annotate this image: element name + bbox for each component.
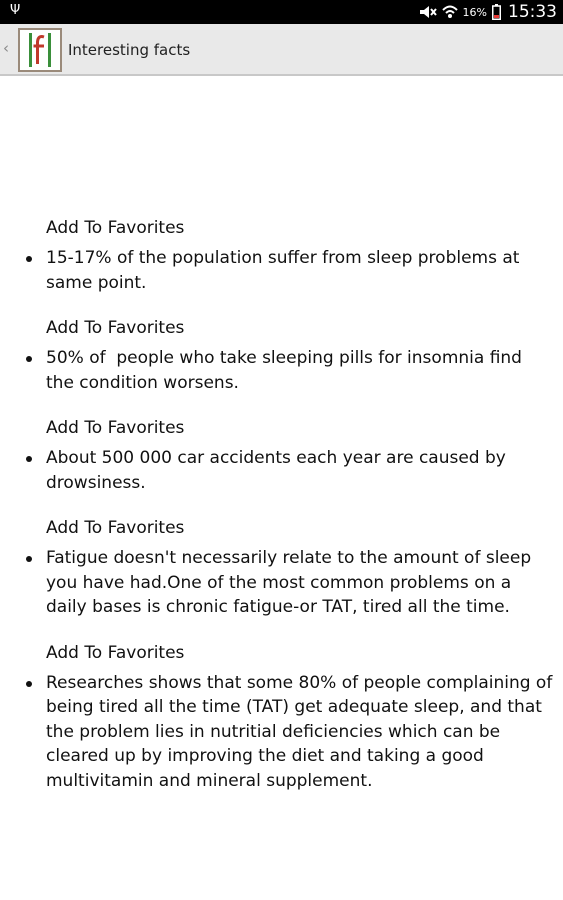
status-icons (419, 0, 557, 24)
add-to-favorites-button[interactable]: Add To Favorites (46, 218, 185, 238)
bullet-icon (26, 456, 32, 462)
battery-low-icon (492, 4, 501, 20)
fact-item (0, 641, 563, 794)
action-bar (0, 24, 563, 76)
usb-icon: Ψ (10, 3, 21, 18)
fact-item (0, 316, 563, 395)
bullet-icon (26, 681, 32, 687)
status-bar (0, 0, 563, 24)
wifi-icon (442, 4, 458, 20)
fact-row (0, 246, 555, 295)
add-to-favorites-button[interactable]: Add To Favorites (46, 642, 185, 663)
add-to-favorites-button[interactable]: Add To Favorites (46, 318, 185, 338)
add-to-favorites-button[interactable]: Add To Favorites (46, 518, 185, 538)
add-to-favorites-button[interactable]: Add To Favorites (46, 418, 185, 438)
fact-text: About 500 000 car accidents each year are caused by drowsiness. (46, 448, 512, 493)
bullet-icon (26, 556, 32, 562)
fact-text: 15-17% of the population suffer from sleep problems at same point. (46, 248, 525, 293)
fact-list (0, 216, 563, 814)
fact-row (0, 671, 558, 794)
bullet-icon (26, 256, 32, 262)
fact-text: Fatigue doesn't necessarily relate to the amount of sleep you have had.One of the most common problems on a daily bases is chronic fatigue-or TAT, tired all the time. (46, 548, 537, 617)
fact-item (0, 416, 563, 495)
bullet-icon (26, 356, 32, 362)
fact-row (0, 346, 555, 395)
page-title: Interesting facts (68, 41, 191, 59)
fact-text: Researches shows that some 80% of people complaining of being tired all the time (TAT) get adequate sleep, and that the problem lies in nutritial deficiencies which can be cleared up by improving the diet and taking a good multivitamin and mineral supplement. (46, 672, 558, 791)
mute-icon (419, 5, 437, 19)
app-logo-icon[interactable] (18, 28, 62, 72)
clock: 15:33 (508, 2, 557, 22)
fact-row (0, 546, 555, 620)
chevron-left-icon[interactable]: ‹ (3, 39, 9, 57)
fact-item (0, 516, 563, 620)
fact-row (0, 446, 555, 495)
fact-text: 50% of people who take sleeping pills for insomnia find the condition worsens. (46, 348, 528, 393)
battery-percent: 16% (462, 5, 487, 19)
fact-item (0, 216, 563, 295)
